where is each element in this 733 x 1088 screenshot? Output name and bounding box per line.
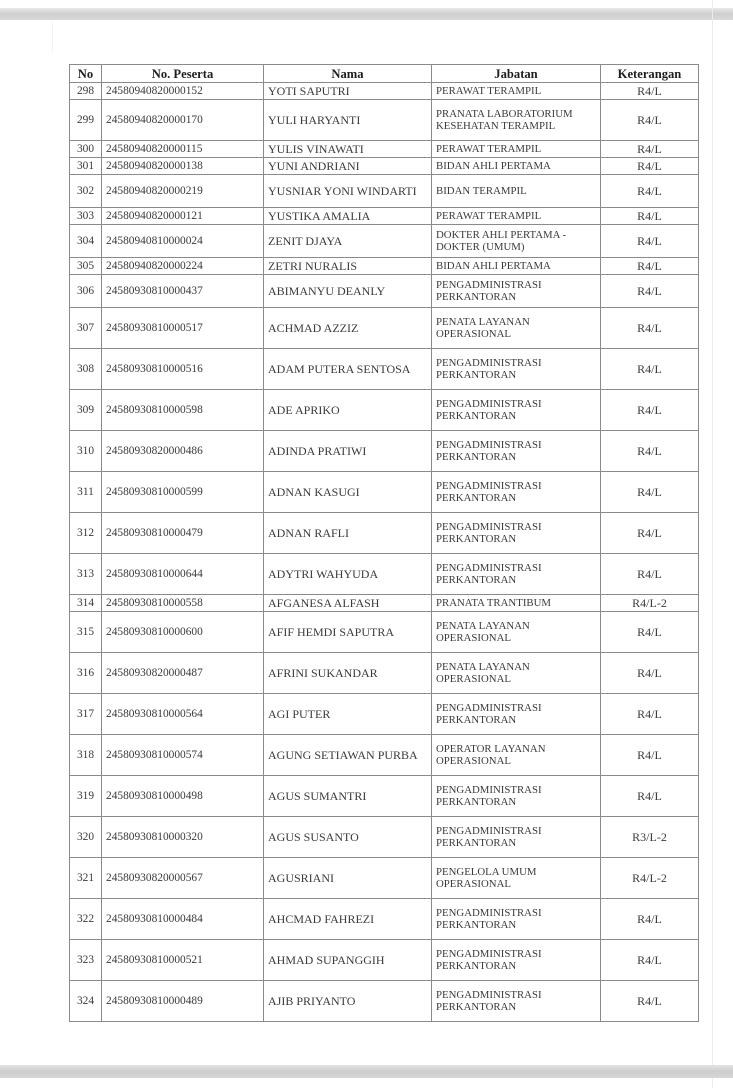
cell-keterangan: R4/L	[601, 431, 699, 472]
cell-no-peserta: 24580930810000598	[102, 390, 264, 431]
cell-nama: YUNI ANDRIANI	[264, 158, 432, 175]
table-row	[70, 899, 699, 940]
table-row	[70, 275, 699, 308]
cell-no: 310	[70, 431, 102, 472]
cell-jabatan: PENATA LAYANAN OPERASIONAL	[432, 653, 601, 694]
cell-jabatan: PENGADMINISTRASI PERKANTORAN	[432, 776, 601, 817]
cell-no: 298	[70, 83, 102, 100]
cell-no: 314	[70, 595, 102, 612]
cell-no-peserta: 24580930810000516	[102, 349, 264, 390]
table-row	[70, 208, 699, 225]
cell-no-peserta: 24580940820000219	[102, 175, 264, 208]
cell-nama: AFIF HEMDI SAPUTRA	[264, 612, 432, 653]
table-row	[70, 175, 699, 208]
cell-nama: AHCMAD FAHREZI	[264, 899, 432, 940]
cell-no: 316	[70, 653, 102, 694]
cell-nama: ACHMAD AZZIZ	[264, 308, 432, 349]
cell-nama: AGI PUTER	[264, 694, 432, 735]
cell-no: 307	[70, 308, 102, 349]
cell-nama: YUSTIKA AMALIA	[264, 208, 432, 225]
cell-keterangan: R4/L	[601, 776, 699, 817]
table-row	[70, 776, 699, 817]
table-row	[70, 612, 699, 653]
cell-nama: ADYTRI WAHYUDA	[264, 554, 432, 595]
table-row	[70, 225, 699, 258]
cell-no: 299	[70, 100, 102, 141]
table-row	[70, 100, 699, 141]
cell-jabatan: BIDAN AHLI PERTAMA	[432, 258, 601, 275]
cell-no-peserta: 24580930820000486	[102, 431, 264, 472]
cell-no-peserta: 24580940820000115	[102, 141, 264, 158]
cell-no-peserta: 24580940820000121	[102, 208, 264, 225]
cell-nama: AHMAD SUPANGGIH	[264, 940, 432, 981]
cell-jabatan: PENGADMINISTRASI PERKANTORAN	[432, 431, 601, 472]
cell-no: 303	[70, 208, 102, 225]
cell-jabatan: PERAWAT TERAMPIL	[432, 208, 601, 225]
cell-jabatan: PERAWAT TERAMPIL	[432, 83, 601, 100]
cell-no-peserta: 24580930810000521	[102, 940, 264, 981]
cell-keterangan: R4/L	[601, 141, 699, 158]
cell-nama: YULIS VINAWATI	[264, 141, 432, 158]
cell-no-peserta: 24580940820000138	[102, 158, 264, 175]
cell-nama: YULI HARYANTI	[264, 100, 432, 141]
participant-table	[69, 64, 699, 1022]
cell-nama: ADAM PUTERA SENTOSA	[264, 349, 432, 390]
header-keterangan: Keterangan	[601, 65, 699, 83]
cell-keterangan: R4/L	[601, 735, 699, 776]
table-header-row	[70, 65, 699, 83]
cell-no: 312	[70, 513, 102, 554]
table-row	[70, 817, 699, 858]
table-row	[70, 653, 699, 694]
page-edge-left	[52, 22, 53, 52]
table-row	[70, 694, 699, 735]
cell-jabatan: PENATA LAYANAN OPERASIONAL	[432, 308, 601, 349]
cell-jabatan: PENGADMINISTRASI PERKANTORAN	[432, 472, 601, 513]
table-row	[70, 940, 699, 981]
cell-no: 302	[70, 175, 102, 208]
cell-nama: ADNAN KASUGI	[264, 472, 432, 513]
table-row	[70, 431, 699, 472]
table-row	[70, 158, 699, 175]
cell-no: 321	[70, 858, 102, 899]
table-row	[70, 981, 699, 1022]
cell-jabatan: PENGADMINISTRASI PERKANTORAN	[432, 513, 601, 554]
cell-nama: AGUS SUMANTRI	[264, 776, 432, 817]
cell-jabatan: PENGADMINISTRASI PERKANTORAN	[432, 275, 601, 308]
page-edge	[712, 0, 713, 1088]
cell-no: 300	[70, 141, 102, 158]
table-row	[70, 83, 699, 100]
cell-no: 305	[70, 258, 102, 275]
cell-jabatan: PENGELOLA UMUM OPERASIONAL	[432, 858, 601, 899]
cell-keterangan: R4/L-2	[601, 595, 699, 612]
cell-nama: ZENIT DJAYA	[264, 225, 432, 258]
cell-no: 311	[70, 472, 102, 513]
cell-keterangan: R4/L	[601, 208, 699, 225]
cell-no: 301	[70, 158, 102, 175]
table-row	[70, 554, 699, 595]
cell-no-peserta: 24580930810000574	[102, 735, 264, 776]
table-row	[70, 390, 699, 431]
cell-jabatan: PENATA LAYANAN OPERASIONAL	[432, 612, 601, 653]
cell-keterangan: R4/L	[601, 158, 699, 175]
cell-no: 313	[70, 554, 102, 595]
cell-keterangan: R4/L	[601, 899, 699, 940]
cell-keterangan: R4/L	[601, 83, 699, 100]
cell-jabatan: PRANATA TRANTIBUM	[432, 595, 601, 612]
table-body	[70, 83, 699, 1022]
table-row	[70, 141, 699, 158]
cell-keterangan: R4/L	[601, 653, 699, 694]
header-nama: Nama	[264, 65, 432, 83]
cell-no: 315	[70, 612, 102, 653]
cell-no: 324	[70, 981, 102, 1022]
cell-no-peserta: 24580930810000599	[102, 472, 264, 513]
cell-keterangan: R4/L	[601, 275, 699, 308]
cell-no-peserta: 24580930810000644	[102, 554, 264, 595]
cell-no-peserta: 24580930810000484	[102, 899, 264, 940]
cell-no-peserta: 24580930810000558	[102, 595, 264, 612]
cell-nama: ZETRI NURALIS	[264, 258, 432, 275]
cell-keterangan: R4/L	[601, 554, 699, 595]
cell-nama: ABIMANYU DEANLY	[264, 275, 432, 308]
cell-jabatan: PERAWAT TERAMPIL	[432, 141, 601, 158]
cell-jabatan: PENGADMINISTRASI PERKANTORAN	[432, 349, 601, 390]
viewer-page-separator-top	[0, 8, 733, 20]
cell-keterangan: R4/L	[601, 513, 699, 554]
cell-keterangan: R4/L	[601, 612, 699, 653]
table-row	[70, 595, 699, 612]
cell-no-peserta: 24580930810000437	[102, 275, 264, 308]
table-row	[70, 472, 699, 513]
cell-nama: AGUS SUSANTO	[264, 817, 432, 858]
header-jabatan: Jabatan	[432, 65, 601, 83]
cell-jabatan: PENGADMINISTRASI PERKANTORAN	[432, 554, 601, 595]
cell-no: 322	[70, 899, 102, 940]
cell-nama: ADNAN RAFLI	[264, 513, 432, 554]
cell-no: 320	[70, 817, 102, 858]
cell-no: 309	[70, 390, 102, 431]
cell-jabatan: PENGADMINISTRASI PERKANTORAN	[432, 899, 601, 940]
cell-no: 304	[70, 225, 102, 258]
cell-no-peserta: 24580930820000567	[102, 858, 264, 899]
cell-no-peserta: 24580940820000170	[102, 100, 264, 141]
cell-no-peserta: 24580930810000479	[102, 513, 264, 554]
cell-no-peserta: 24580930810000564	[102, 694, 264, 735]
cell-no-peserta: 24580930820000487	[102, 653, 264, 694]
cell-jabatan: DOKTER AHLI PERTAMA - DOKTER (UMUM)	[432, 225, 601, 258]
cell-keterangan: R4/L	[601, 308, 699, 349]
cell-no-peserta: 24580940810000024	[102, 225, 264, 258]
cell-nama: ADINDA PRATIWI	[264, 431, 432, 472]
cell-no: 319	[70, 776, 102, 817]
cell-nama: AGUSRIANI	[264, 858, 432, 899]
cell-nama: AJIB PRIYANTO	[264, 981, 432, 1022]
cell-keterangan: R4/L	[601, 981, 699, 1022]
table-row	[70, 258, 699, 275]
header-no-peserta: No. Peserta	[102, 65, 264, 83]
cell-jabatan: PENGADMINISTRASI PERKANTORAN	[432, 981, 601, 1022]
viewer-page-separator-bottom	[0, 1065, 733, 1078]
cell-keterangan: R4/L	[601, 100, 699, 141]
header-no: No	[70, 65, 102, 83]
cell-keterangan: R3/L-2	[601, 817, 699, 858]
cell-jabatan: OPERATOR LAYANAN OPERASIONAL	[432, 735, 601, 776]
cell-keterangan: R4/L	[601, 940, 699, 981]
cell-no-peserta: 24580930810000600	[102, 612, 264, 653]
cell-nama: YOTI SAPUTRI	[264, 83, 432, 100]
table-row	[70, 858, 699, 899]
cell-no: 318	[70, 735, 102, 776]
cell-keterangan: R4/L	[601, 390, 699, 431]
cell-no-peserta: 24580930810000320	[102, 817, 264, 858]
cell-jabatan: PENGADMINISTRASI PERKANTORAN	[432, 940, 601, 981]
cell-keterangan: R4/L	[601, 258, 699, 275]
cell-nama: ADE APRIKO	[264, 390, 432, 431]
cell-no-peserta: 24580940820000224	[102, 258, 264, 275]
cell-keterangan: R4/L	[601, 349, 699, 390]
cell-jabatan: BIDAN TERAMPIL	[432, 175, 601, 208]
cell-keterangan: R4/L	[601, 694, 699, 735]
cell-jabatan: PRANATA LABORATORIUM KESEHATAN TERAMPIL	[432, 100, 601, 141]
cell-nama: YUSNIAR YONI WINDARTI	[264, 175, 432, 208]
cell-keterangan: R4/L-2	[601, 858, 699, 899]
cell-no: 306	[70, 275, 102, 308]
table-row	[70, 308, 699, 349]
cell-no-peserta: 24580930810000517	[102, 308, 264, 349]
cell-no: 308	[70, 349, 102, 390]
cell-no-peserta: 24580930810000498	[102, 776, 264, 817]
cell-keterangan: R4/L	[601, 472, 699, 513]
cell-jabatan: PENGADMINISTRASI PERKANTORAN	[432, 390, 601, 431]
cell-jabatan: PENGADMINISTRASI PERKANTORAN	[432, 694, 601, 735]
cell-jabatan: PENGADMINISTRASI PERKANTORAN	[432, 817, 601, 858]
table-row	[70, 735, 699, 776]
cell-nama: AGUNG SETIAWAN PURBA	[264, 735, 432, 776]
table-row	[70, 513, 699, 554]
cell-no-peserta: 24580940820000152	[102, 83, 264, 100]
cell-nama: AFGANESA ALFASH	[264, 595, 432, 612]
cell-no: 317	[70, 694, 102, 735]
cell-keterangan: R4/L	[601, 225, 699, 258]
cell-keterangan: R4/L	[601, 175, 699, 208]
cell-jabatan: BIDAN AHLI PERTAMA	[432, 158, 601, 175]
table-row	[70, 349, 699, 390]
cell-no: 323	[70, 940, 102, 981]
cell-no-peserta: 24580930810000489	[102, 981, 264, 1022]
cell-nama: AFRINI SUKANDAR	[264, 653, 432, 694]
